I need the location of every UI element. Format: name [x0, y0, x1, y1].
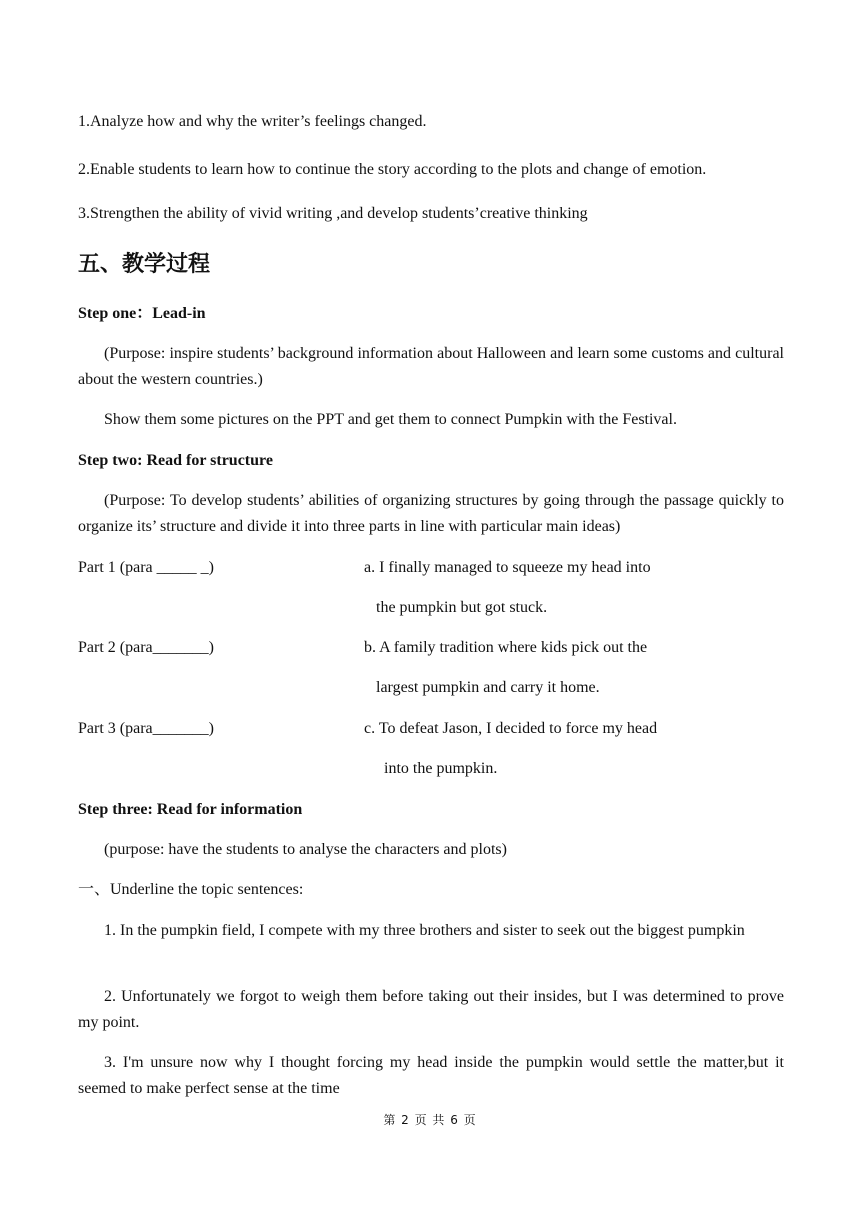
part-2-label: Part 2 (para_______): [78, 639, 214, 656]
part-1-label: Part 1 (para _____ _): [78, 559, 214, 576]
topic-sentence-2: 2. Unfortunately we forgot to weigh them before taking out their insides, but I was determined to prove my point.: [78, 988, 784, 1031]
part-c-idea-line1: c. To defeat Jason, I decided to force my head: [364, 720, 658, 737]
page-footer: 第 2 页 共 6 页: [383, 1113, 477, 1127]
objective-1: 1.Analyze how and why the writer’s feelings changed.: [78, 113, 427, 130]
step-one-title: Step one：Lead-in: [78, 305, 206, 322]
part-b-idea-line2: largest pumpkin and carry it home.: [376, 679, 600, 696]
objective-3: 3.Strengthen the ability of vivid writing ,and develop students’creative thinking: [78, 205, 588, 222]
part-c-idea-line2: into the pumpkin.: [384, 760, 498, 777]
step-one-activity: Show them some pictures on the PPT and get them to connect Pumpkin with the Festival.: [104, 411, 677, 428]
topic-sentence-3: 3. I'm unsure now why I thought forcing my head inside the pumpkin would settle the matter,but it seemed to make perfect sense at the time: [78, 1054, 784, 1097]
step-two-purpose: (Purpose: To develop students’ abilities of organizing structures by going through the passage quickly to organize its’ structure and divide it into three parts in line with particular main ideas): [78, 492, 784, 535]
section-heading: 五、教学过程: [78, 252, 211, 277]
part-a-idea-line2: the pumpkin but got stuck.: [376, 599, 548, 616]
step-two-title: Step two: Read for structure: [78, 452, 273, 469]
step-three-title: Step three: Read for information: [78, 801, 303, 818]
step-one-purpose: (Purpose: inspire students’ background information about Halloween and learn some customs and cultural about the western countries.): [78, 345, 784, 388]
part-3-label: Part 3 (para_______): [78, 720, 214, 737]
part-b-idea-line1: b. A family tradition where kids pick out the: [364, 639, 648, 656]
underline-task: 一、Underline the topic sentences:: [78, 881, 304, 898]
topic-sentence-1: 1. In the pumpkin field, I compete with my three brothers and sister to seek out the biggest pumpkin: [104, 922, 745, 939]
part-a-idea-line1: a. I finally managed to squeeze my head into: [364, 559, 651, 576]
step-three-purpose: (purpose: have the students to analyse the characters and plots): [104, 841, 507, 858]
objective-2: 2.Enable students to learn how to continue the story according to the plots and change of emotion.: [78, 161, 707, 178]
